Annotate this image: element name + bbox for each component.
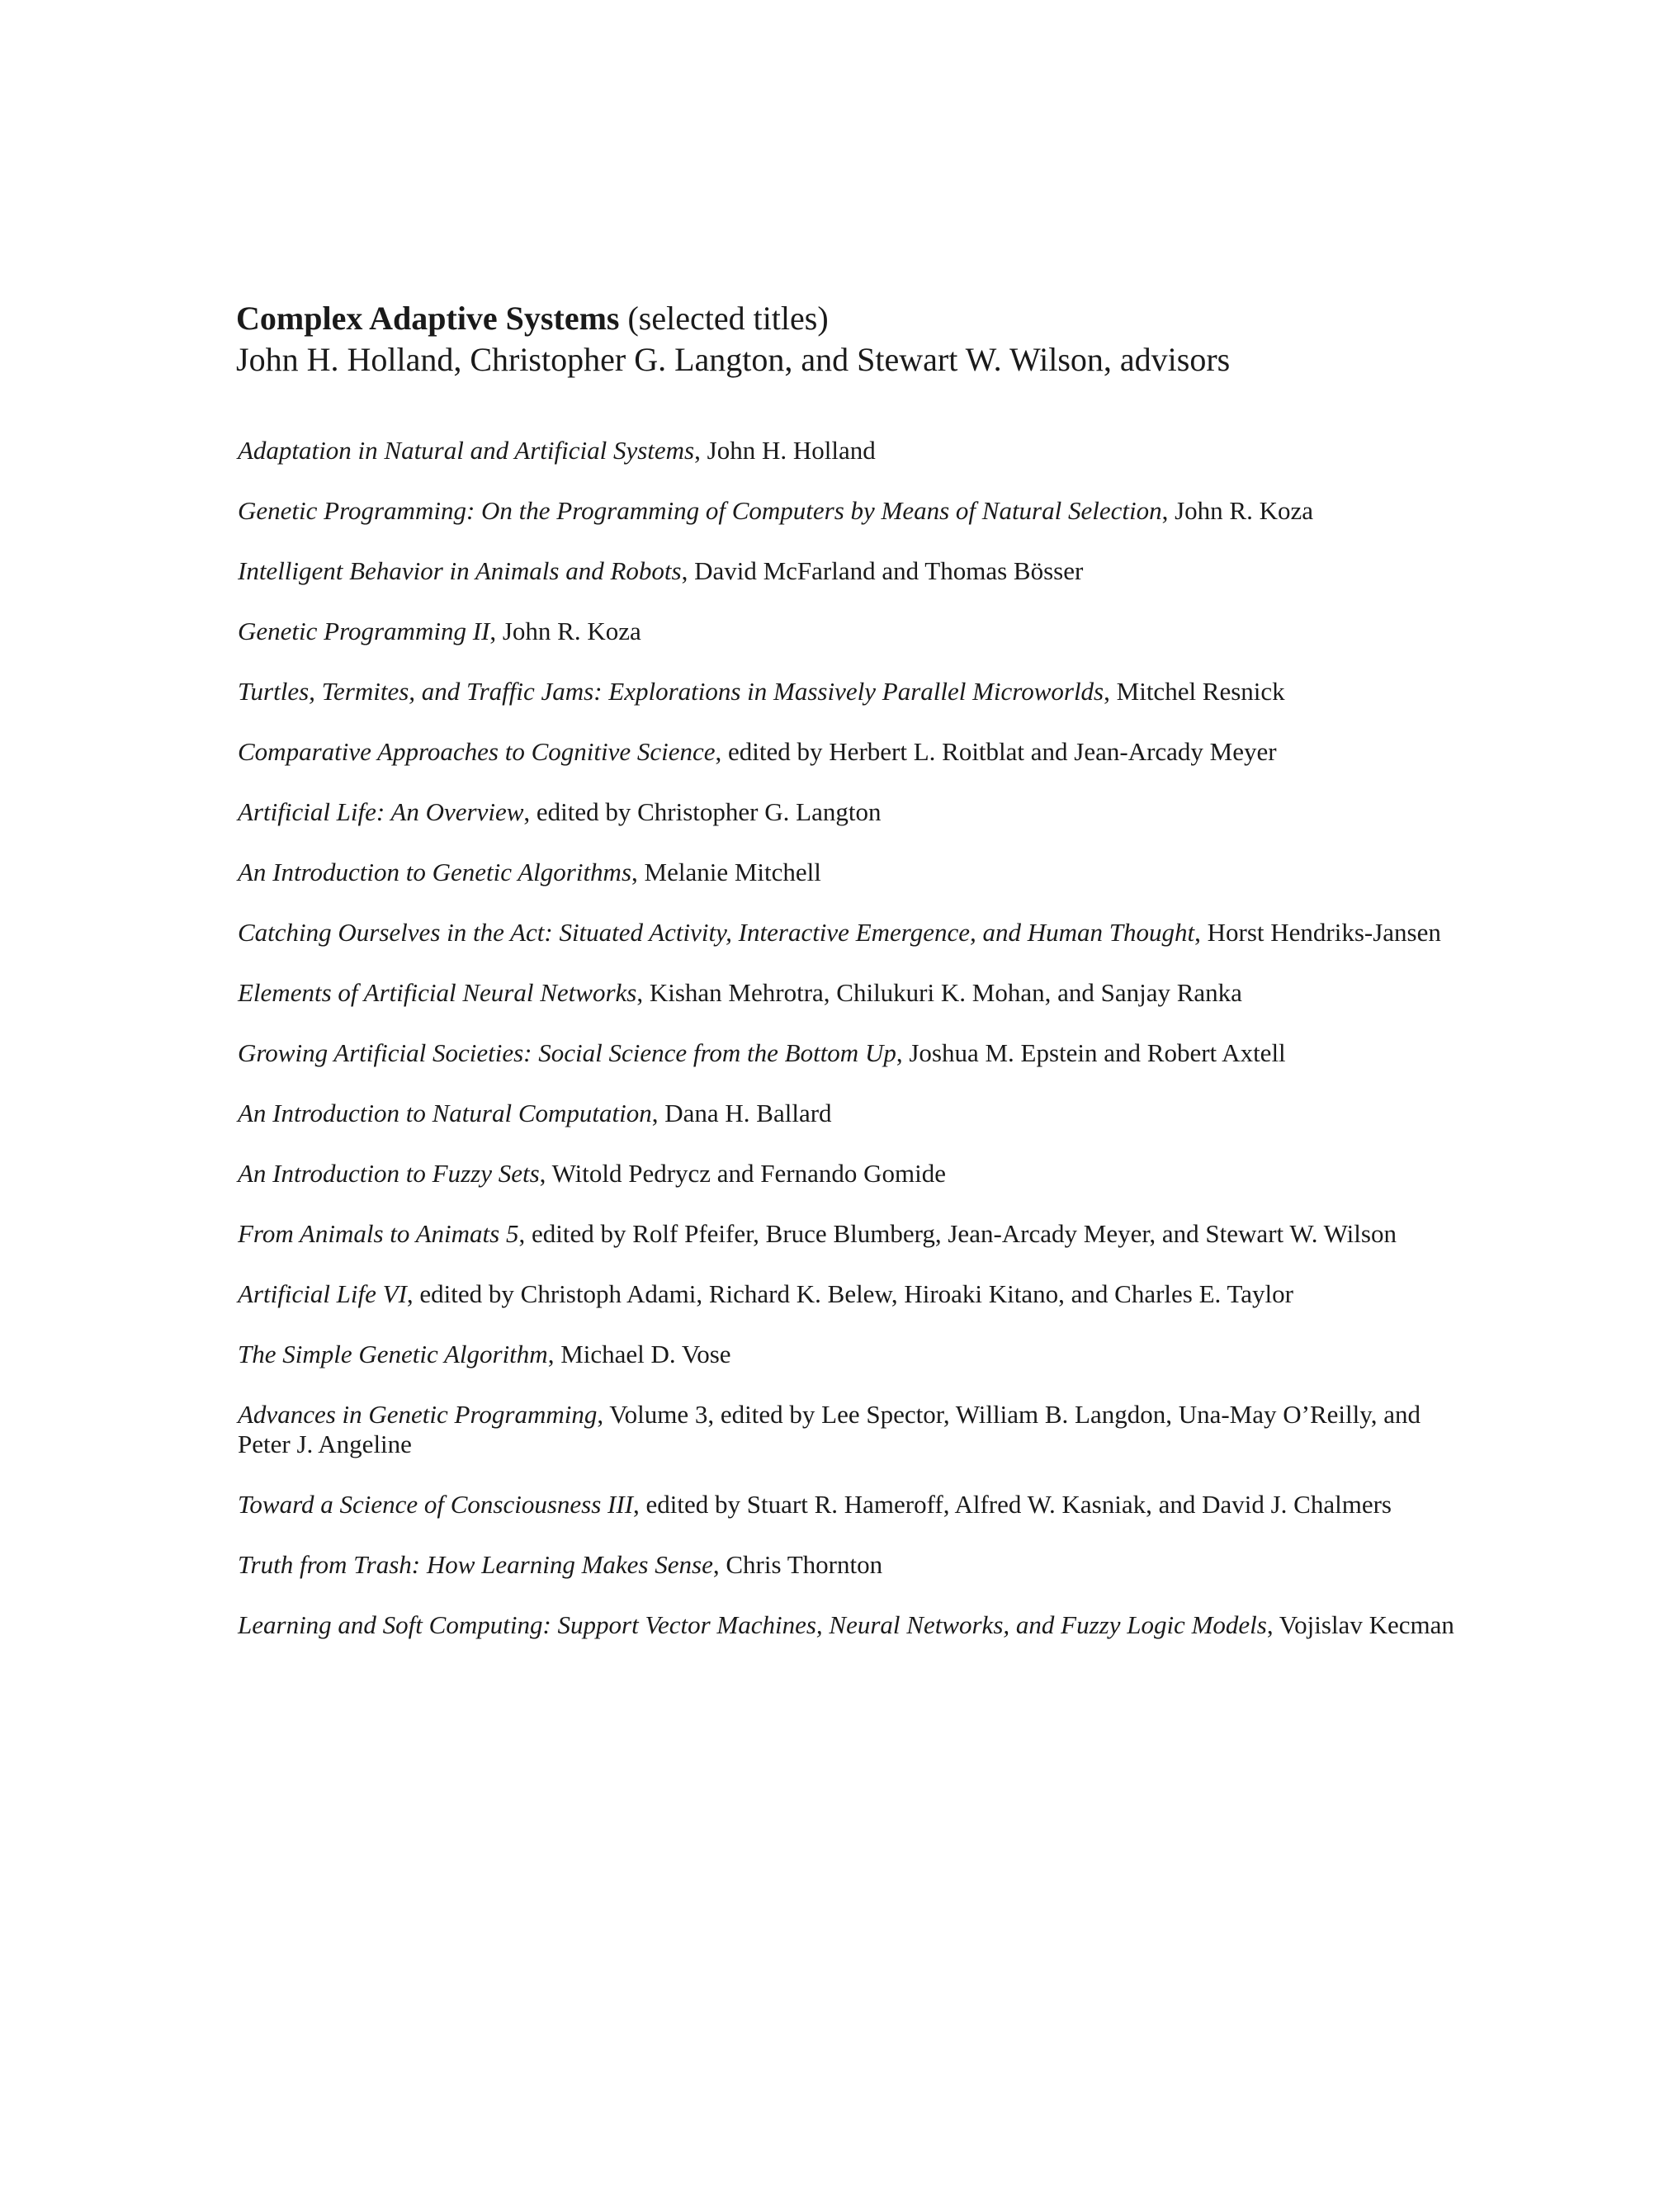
book-title: Intelligent Behavior in Animals and Robots [238,556,682,585]
title-entry [238,797,1459,827]
book-credits: , Melanie Mitchell [631,858,821,886]
book-credits: , edited by Stuart R. Hameroff, Alfred W. Kasniak, and David J. Chalmers [633,1490,1392,1519]
book-credits: , Volume 3, edited by Lee Spector, William B. Langdon, Una-May O’Reilly, and Peter J. Angeline [238,1400,1421,1458]
title-entry [238,617,1459,646]
book-title: An Introduction to Fuzzy Sets [238,1159,540,1188]
title-entry [238,1219,1459,1249]
title-entry [238,1490,1459,1520]
book-title: An Introduction to Genetic Algorithms [238,858,632,886]
title-entry [238,978,1459,1008]
book-title: Genetic Programming II [238,617,490,645]
book-title: Growing Artificial Societies: Social Science from the Bottom Up [238,1038,896,1067]
title-entry [238,858,1459,887]
book-title: Toward a Science of Consciousness III [238,1490,634,1519]
book-credits: , Vojislav Kecman [1266,1610,1454,1639]
book-title: Adaptation in Natural and Artificial Systems [238,436,695,465]
title-entry [238,1038,1459,1068]
title-entry [238,1400,1459,1459]
book-credits: , Horst Hendriks-Jansen [1194,918,1441,947]
title-entry [238,918,1459,948]
title-entry [238,1610,1459,1640]
book-title: Comparative Approaches to Cognitive Science [238,737,716,766]
book-title: The Simple Genetic Algorithm [238,1340,548,1368]
series-header [236,299,1474,381]
book-title: Learning and Soft Computing: Support Vector Machines, Neural Networks, and Fuzzy Logic Models [238,1610,1267,1639]
book-credits: , David McFarland and Thomas Bösser [681,556,1084,585]
book-title: An Introduction to Natural Computation [238,1099,652,1127]
book-credits: , edited by Christopher G. Langton [523,797,882,826]
title-entry [238,1340,1459,1369]
book-title: Elements of Artificial Neural Networks [238,978,637,1007]
title-entry [238,556,1459,586]
book-title: Artificial Life VI [238,1279,407,1308]
book-credits: , edited by Rolf Pfeifer, Bruce Blumberg, Jean-Arcady Meyer, and Stewart W. Wilson [518,1219,1397,1248]
book-credits: , edited by Herbert L. Roitblat and Jean-Arcady Meyer [715,737,1277,766]
book-credits: , Witold Pedrycz and Fernando Gomide [539,1159,947,1188]
series-title: Complex Adaptive Systems [236,300,620,337]
book-credits: , John R. Koza [489,617,641,645]
book-credits: , Dana H. Ballard [651,1099,832,1127]
title-list [238,436,1459,1671]
book-title: Genetic Programming: On the Programming of Computers by Means of Natural Selection [238,496,1162,525]
series-note: (selected titles) [619,300,829,337]
title-entry [238,496,1459,526]
book-title: Catching Ourselves in the Act: Situated Activity, Interactive Emergence, and Human Thought [238,918,1195,947]
title-entry [238,677,1459,707]
title-entry [238,1159,1459,1189]
book-credits: , edited by Christoph Adami, Richard K. Belew, Hiroaki Kitano, and Charles E. Taylor [406,1279,1293,1308]
book-credits: , John R. Koza [1161,496,1314,525]
series-advisors: John H. Holland, Christopher G. Langton, and Stewart W. Wilson, advisors [236,341,1231,378]
book-credits: , John H. Holland [694,436,876,465]
title-entry [238,436,1459,466]
book-title: Turtles, Termites, and Traffic Jams: Explorations in Massively Parallel Microworlds [238,677,1104,706]
book-title: From Animals to Animats 5 [238,1219,519,1248]
book-title: Artificial Life: An Overview [238,797,524,826]
book-credits: , Joshua M. Epstein and Robert Axtell [896,1038,1286,1067]
book-credits: , Chris Thornton [712,1550,883,1579]
title-entry [238,737,1459,767]
book-credits: , Mitchel Resnick [1104,677,1285,706]
book-title: Advances in Genetic Programming [238,1400,598,1429]
book-title: Truth from Trash: How Learning Makes Sense [238,1550,713,1579]
book-credits: , Michael D. Vose [547,1340,731,1368]
title-entry [238,1279,1459,1309]
book-credits: , Kishan Mehrotra, Chilukuri K. Mohan, and Sanjay Ranka [636,978,1242,1007]
title-entry [238,1550,1459,1580]
title-entry [238,1099,1459,1128]
series-heading [236,299,1474,338]
